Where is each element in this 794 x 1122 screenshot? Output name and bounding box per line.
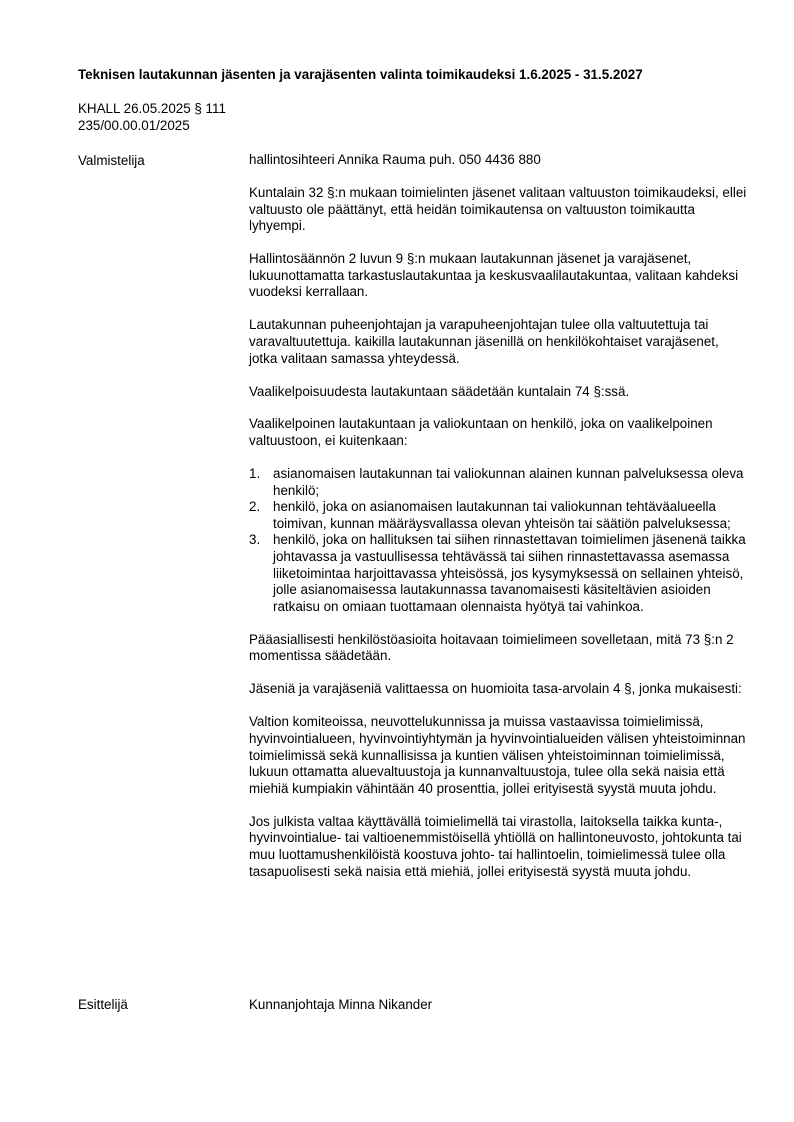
- record-number: 235/00.00.01/2025: [78, 118, 190, 133]
- preparer-value: hallintosihteeri Annika Rauma puh. 050 4436 880: [249, 152, 541, 167]
- list-item-number: 2.: [249, 499, 261, 515]
- list-item-number: 3.: [249, 532, 261, 548]
- meeting-reference: [78, 100, 226, 134]
- list-item-text: henkilö, joka on hallituksen tai siihen rinnastettavan toimielimen jäsenenä taikka johtavassa ja vastuullisessa tehtävässä tai siihen rinnastettavassa asemassa liiketoimintaa harjoittavassa yhteisössä, jos kysymyksessä on sellainen yhteisö, jolle asianomaisessa lautakunnassa tavanomaisesti käsiteltävien asioiden ratkaisu on omiaan tuottamaan olennaista hyötyä tai vahinkoa.: [273, 532, 746, 614]
- paragraph: Lautakunnan puheenjohtajan ja varapuheenjohtajan tulee olla valtuutettuja tai varavaltuutettuja. kaikilla lautakunnan jäsenillä on henkilökohtaiset varajäsenet, jotka valitaan samassa yhteydessä.: [249, 317, 719, 366]
- paragraph: Kuntalain 32 §:n mukaan toimielinten jäsenet valitaan valtuuston toimikaudeksi, ellei valtuusto ole päättänyt, että heidän toimikautensa on valtuuston toimikautta lyhyempi.: [249, 184, 747, 234]
- paragraph: Valtion komiteoissa, neuvottelukunnissa ja muissa vastaavissa toimielimissä, hyvinvointialueen, hyvinvointiyhtymän ja hyvinvointialueiden välisen yhteistoiminnan toimielimissä sekä kunnallisissa ja kuntien välisen yhteistoiminnan toimielimissä, lukuun ottamatta aluevaltuustoja ja kunnanvaltuustoja, tulee olla sekä naisia että miehiä kumpiakin vähintään 40 prosenttia, jollei erityisestä syystä muuta johdu.: [249, 714, 746, 796]
- preparer-label: Valmistelija: [78, 153, 145, 168]
- presenter-label: Esittelijä: [78, 997, 128, 1012]
- list-item: [249, 532, 749, 615]
- list-item: [249, 499, 749, 532]
- meeting-line: KHALL 26.05.2025 § 111: [78, 101, 226, 116]
- paragraph: Vaalikelpoisuudesta lautakuntaan säädetään kuntalain 74 §:ssä.: [249, 383, 630, 399]
- paragraph: Hallintosäännön 2 luvun 9 §:n mukaan lautakunnan jäsenet ja varajäsenet, lukuunottamatta tarkastuslautakuntaa ja keskusvaalilautakuntaa, valitaan kahdeksi vuodeksi kerrallaan.: [249, 251, 739, 300]
- paragraph: Pääasiallisesti henkilöstöasioita hoitavaan toimielimeen sovelletaan, mitä 73 §:n 2 momentissa säädetään.: [249, 631, 734, 664]
- list-item-text: asianomaisen lautakunnan tai valiokunnan alainen kunnan palveluksessa oleva henkilö;: [273, 466, 744, 498]
- document-title: Teknisen lautakunnan jäsenten ja varajäsenten valinta toimikaudeksi 1.6.2025 - 31.5.2027: [78, 67, 643, 82]
- document-body: [249, 152, 749, 896]
- list-item-text: henkilö, joka on asianomaisen lautakunnan tai valiokunnan tehtäväalueella toimivan, kunnan määräysvallassa olevan yhteisön tai säätiön palveluksessa;: [273, 499, 731, 531]
- list-item-number: 1.: [249, 466, 261, 482]
- paragraph: Vaalikelpoinen lautakuntaan ja valiokuntaan on henkilö, joka on vaalikelpoinen valtuustoon, ei kuitenkaan:: [249, 416, 713, 449]
- paragraph: Jäseniä ja varajäseniä valittaessa on huomioita tasa-arvolain 4 §, jonka mukaisesti:: [249, 681, 742, 697]
- paragraph: Jos julkista valtaa käyttävällä toimielimellä tai virastolla, laitoksella taikka kunta-, hyvinvointialue- tai valtioenemmistöisellä yhtiöllä on hallintoneuvosto, johtokunta tai muu luottamushenkilöistä koostuva johto- tai hallintoelin, toimielimessä tulee olla tasapuolisesti sekä naisia että miehiä, jollei erityisestä syystä muuta johdu.: [249, 813, 742, 879]
- presenter-value: Kunnanjohtaja Minna Nikander: [249, 997, 433, 1012]
- list-item: [249, 466, 749, 499]
- ineligibility-list: [249, 466, 749, 615]
